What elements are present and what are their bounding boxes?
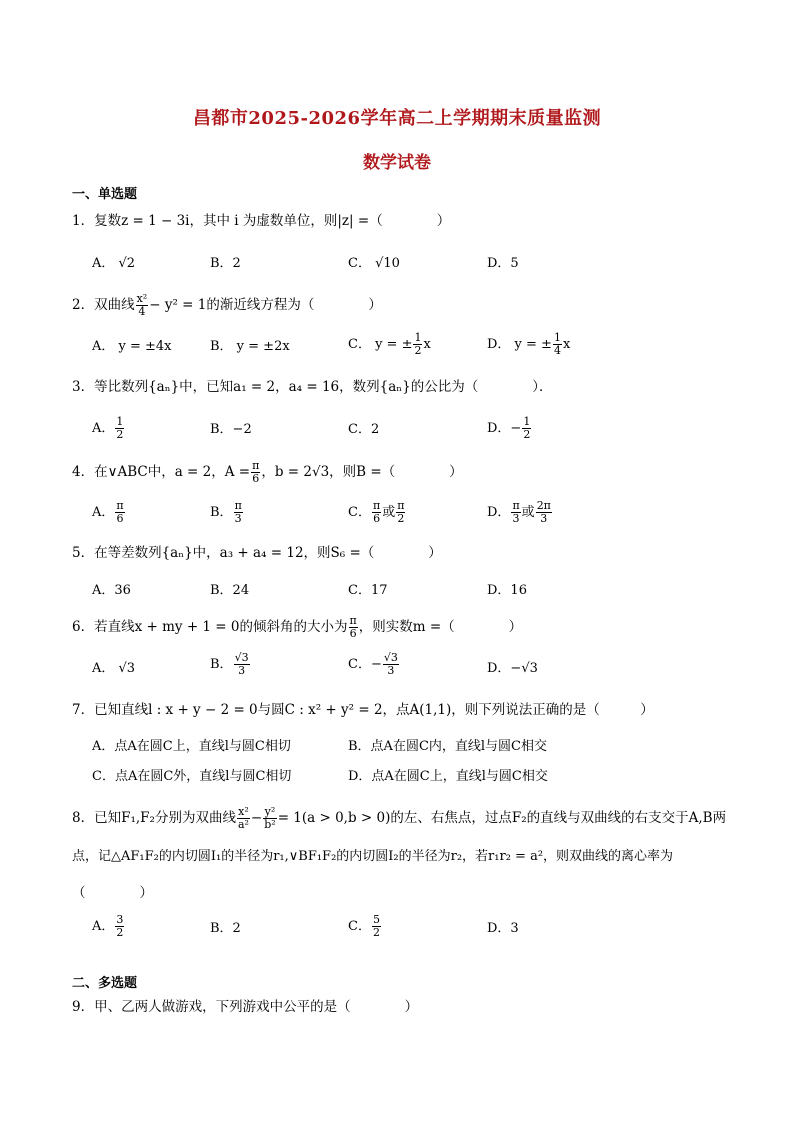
fraction	[396, 500, 405, 525]
numerator: √3	[383, 651, 398, 664]
question-4-option-a	[92, 500, 126, 525]
fraction	[413, 332, 422, 357]
fraction	[383, 652, 399, 677]
question-7-option-c: C．点A在圆C外，直线l与圆C相切	[92, 769, 292, 784]
denominator: 4	[553, 344, 561, 357]
section-heading-multi: 二、多选题	[72, 976, 138, 991]
stem-text: 6．若直线x + my + 1 = 0的倾斜角的大小为	[72, 619, 348, 635]
question-2-option-c	[348, 332, 431, 357]
option-text: C．	[348, 919, 371, 934]
numerator: π	[397, 499, 405, 512]
question-6-stem	[72, 615, 522, 640]
question-7-option-d: D．点A在圆C上，直线l与圆C相交	[348, 769, 548, 784]
denominator: b²	[264, 818, 276, 831]
denominator: a²	[237, 818, 249, 831]
numerator: π	[372, 499, 381, 512]
option-text: 或	[521, 505, 535, 520]
option-text: D．	[487, 505, 511, 520]
question-8-option-d: D．3	[487, 921, 519, 936]
question-5-option-a: A．36	[92, 583, 131, 598]
stem-text: − y² = 1的渐近线方程为（ ）	[149, 297, 382, 313]
denominator: 2	[414, 344, 422, 357]
option-text: 或	[382, 505, 396, 520]
denominator: 6	[349, 627, 357, 640]
option-text: C．−	[348, 657, 382, 672]
denominator: 4	[138, 305, 146, 318]
question-8-stem-line-3: （ ）	[72, 885, 153, 901]
fraction	[372, 500, 381, 525]
fraction	[522, 416, 531, 441]
fraction	[536, 500, 552, 525]
option-text: D．−	[487, 421, 522, 436]
denominator: 2	[523, 428, 531, 441]
numerator: 1	[553, 331, 561, 344]
fraction	[263, 806, 276, 831]
question-3-option-b: B．−2	[210, 422, 252, 437]
numerator: y²	[264, 805, 276, 818]
option-text: C． y = ±	[348, 337, 413, 352]
question-1-stem: 1．复数z = 1 − 3i，其中 i 为虚数单位，则|z| =（ ）	[72, 213, 451, 229]
denominator: 3	[512, 512, 520, 525]
numerator: π	[349, 614, 357, 627]
numerator: 2π	[536, 499, 551, 512]
page-subtitle: 数学试卷	[363, 153, 431, 173]
question-8-stem-line-1	[72, 806, 726, 831]
numerator: √3	[234, 651, 249, 664]
question-3-option-d	[487, 416, 532, 441]
fraction	[234, 652, 250, 677]
fraction	[237, 806, 250, 831]
question-1-option-b: B．2	[210, 256, 241, 271]
denominator: 3	[234, 512, 242, 525]
section-heading-single: 一、单选题	[72, 187, 138, 202]
question-7-stem: 7．已知直线l : x + y − 2 = 0与圆C : x² + y² = 2，点A(1,1)，则下列说法正确的是（ ）	[72, 702, 654, 718]
question-4-stem	[72, 460, 463, 485]
numerator: 1	[116, 415, 124, 428]
denominator: 3	[238, 664, 246, 677]
fraction	[115, 500, 124, 525]
question-3-option-a	[92, 416, 125, 441]
fraction	[349, 615, 358, 640]
numerator: 1	[523, 415, 531, 428]
denominator: 2	[116, 926, 124, 939]
question-6-option-b	[210, 652, 251, 677]
denominator: 3	[540, 512, 548, 525]
question-5-stem: 5．在等差数列{aₙ}中，a₃ + a₄ = 12，则S₆ =（ ）	[72, 545, 442, 561]
fraction	[511, 500, 520, 525]
denominator: 2	[116, 428, 124, 441]
numerator: 1	[414, 331, 422, 344]
denominator: 6	[116, 512, 124, 525]
stem-text: ，则实数m =（ ）	[358, 619, 523, 635]
stem-text: 4．在∨ABC中，a = 2，A =	[72, 464, 251, 480]
question-8-option-c	[348, 914, 382, 939]
question-7-option-a: A．点A在圆C上，直线l与圆C相切	[92, 739, 291, 754]
question-8-option-a	[92, 914, 125, 939]
question-4-option-c	[348, 500, 406, 525]
question-9-stem: 9．甲、乙两人做游戏，下列游戏中公平的是（ ）	[72, 999, 419, 1015]
numerator: 3	[116, 913, 124, 926]
question-2-stem	[72, 293, 382, 318]
numerator: 5	[372, 913, 380, 926]
option-text: C．	[348, 505, 371, 520]
question-4-option-b	[210, 500, 244, 525]
option-text: B．	[210, 657, 233, 672]
question-1-option-c: C． √10	[348, 256, 400, 271]
option-text: D． y = ±	[487, 337, 552, 352]
question-2-option-a: A． y = ±4x	[92, 339, 172, 354]
stem-text: ，b = 2√3，则B =（ ）	[261, 464, 463, 480]
stem-text: 2．双曲线	[72, 297, 135, 313]
option-text: A．	[92, 421, 115, 436]
option-text: A．	[92, 919, 115, 934]
fraction	[115, 914, 124, 939]
question-6-option-d: D．−√3	[487, 661, 538, 676]
question-5-option-b: B．24	[210, 583, 250, 598]
numerator: π	[512, 499, 520, 512]
question-8-stem-line-2: 点，记△AF₁F₂的内切圆I₁的半径为r₁,∨BF₁F₂的内切圆I₂的半径为r₂，若r₁r₂ = a²，则双曲线的离心率为	[72, 849, 674, 864]
fraction	[251, 460, 260, 485]
option-text: B．	[210, 505, 233, 520]
question-8-option-b: B．2	[210, 921, 241, 936]
numerator: x²	[136, 292, 148, 305]
stem-text: −	[250, 810, 263, 826]
fraction	[234, 500, 243, 525]
stem-text: = 1(a > 0,b > 0)的左、右焦点，过点F₂的直线与双曲线的右支交于A,B两	[277, 810, 727, 826]
option-text: x	[423, 337, 431, 352]
question-3-stem: 3．等比数列{aₙ}中，已知a₁ = 2，a₄ = 16，数列{aₙ}的公比为（ ）．	[72, 379, 553, 395]
question-1-option-a: A． √2	[92, 256, 136, 271]
fraction	[372, 914, 381, 939]
page-title: 昌都市2025-2026学年高二上学期期末质量监测	[192, 108, 602, 129]
question-6-option-a: A． √3	[92, 661, 136, 676]
question-5-option-c: C．17	[348, 583, 388, 598]
option-text: A．	[92, 505, 115, 520]
denominator: 3	[387, 664, 395, 677]
question-3-option-c: C．2	[348, 422, 380, 437]
fraction	[115, 416, 124, 441]
numerator: π	[252, 459, 260, 472]
denominator: 2	[397, 512, 405, 525]
question-6-option-c	[348, 652, 400, 677]
question-2-option-b: B． y = ±2x	[210, 339, 290, 354]
question-2-option-d	[487, 332, 570, 357]
question-4-option-d	[487, 500, 553, 525]
stem-text: 8．已知F₁,F₂分别为双曲线	[72, 810, 236, 826]
question-7-option-b: B．点A在圆C内，直线l与圆C相交	[348, 739, 547, 754]
denominator: 2	[372, 926, 380, 939]
numerator: x²	[238, 805, 249, 818]
denominator: 6	[252, 472, 260, 485]
numerator: π	[116, 499, 124, 512]
option-text: x	[562, 337, 571, 352]
numerator: π	[234, 499, 242, 512]
question-5-option-d: D．16	[487, 583, 527, 598]
fraction	[553, 332, 562, 357]
fraction	[136, 293, 149, 318]
denominator: 6	[373, 512, 381, 525]
question-1-option-d: D．5	[487, 256, 519, 271]
